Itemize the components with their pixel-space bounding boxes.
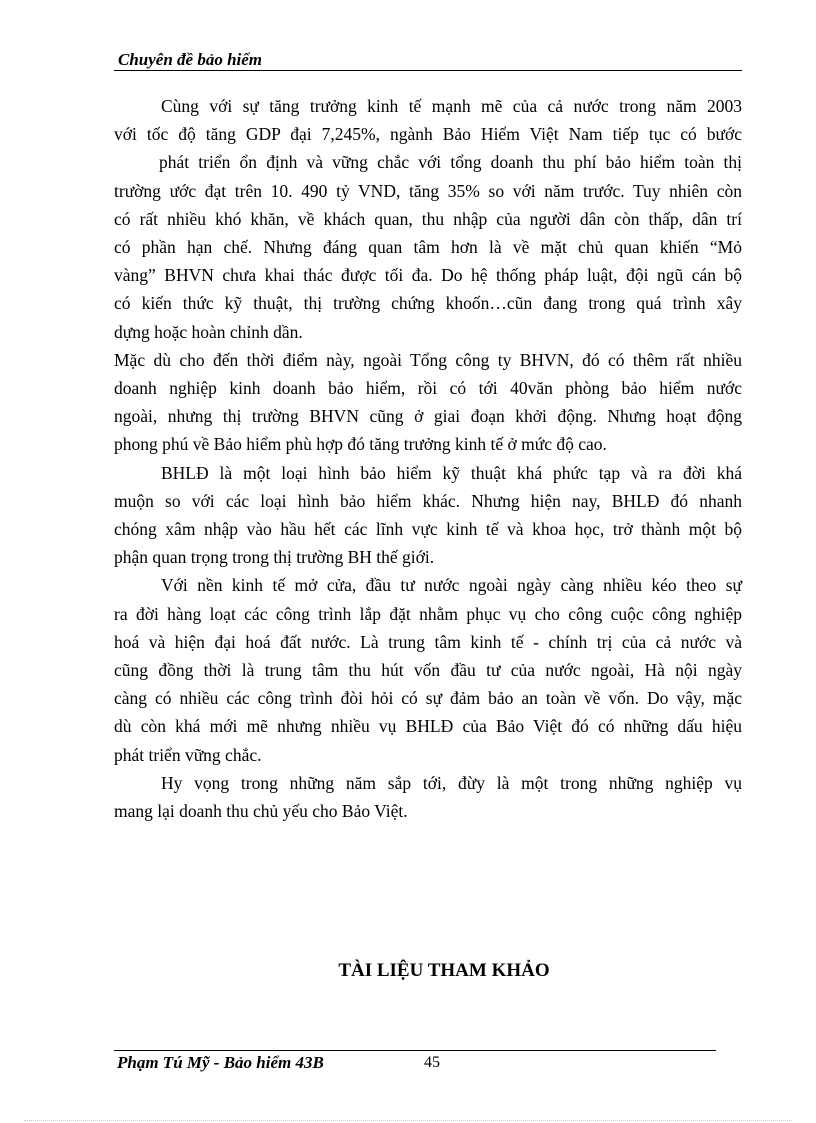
text-line: doanh nghiệp kinh doanh bảo hiểm, rồi có tới 40văn phòng bảo hiểm nước <box>114 378 742 399</box>
text-line: mang lại doanh thu chủ yếu cho Bảo Việt. <box>114 801 408 822</box>
text-line: có kiến thức kỹ thuật, thị trường chứng khoốn…cũn đang trong quá trình xây <box>114 293 742 314</box>
footer-author: Phạm Tú Mỹ - Bảo hiểm 43B <box>117 1053 324 1072</box>
text-line: Hy vọng trong những năm sắp tới, đừy là một trong những nghiệp vụ <box>161 772 742 793</box>
text-line: ngoài, nhưng thị trường BHVN cũng ở giai đoạn khởi động. Nhưng hoạt động <box>114 406 742 427</box>
text-line: phong phú về Bảo hiểm phù hợp đó tăng trưởng kinh tế ở mức độ cao. <box>114 434 607 455</box>
paragraph <box>114 571 742 768</box>
text-line: có rất nhiều khó khăn, về khách quan, thu nhập của người dân còn thấp, dân trí <box>114 208 742 229</box>
text-line: dù còn khá mới mẽ nhưng nhiều vụ BHLĐ của Bảo Việt đó có những dấu hiệu <box>114 716 742 737</box>
text-line: phát triển ổn định và vững chắc với tổng doanh thu phí bảo hiểm toàn thị <box>159 152 742 173</box>
text-line: Cùng với sự tăng trưởng kinh tế mạnh mẽ của cả nước trong năm 2003 <box>161 96 742 116</box>
text-line: càng có nhiều các công trình đòi hỏi có sự đảm bảo an toàn về vốn. Do vậy, mặc <box>114 688 742 709</box>
page-number: 45 <box>424 1054 440 1071</box>
paragraph <box>114 769 742 825</box>
text-line: Với nền kinh tế mở cửa, đầu tư nước ngoài ngày càng nhiều kéo theo sự <box>161 575 742 596</box>
page-header <box>114 50 742 71</box>
header-title: Chuyên đề bảo hiểm <box>118 50 263 69</box>
text-line: hoá và hiện đại hoá đất nước. Là trung tâm kinh tế - chính trị của cả nước và <box>114 631 742 652</box>
section-title-text: TÀI LIỆU THAM KHẢO <box>338 960 550 981</box>
text-line: vàng” BHVN chưa khai thác được tối đa. Do hệ thống pháp luật, đội ngũ cán bộ <box>114 265 742 286</box>
page-edge <box>24 1120 792 1121</box>
text-line: phận quan trọng trong thị trường BH thế giới. <box>114 547 435 568</box>
paragraph <box>114 92 742 346</box>
text-line: có phần hạn chế. Nhưng đáng quan tâm hơn là về mặt chủ quan khiến “Mỏ <box>114 237 742 258</box>
text-line: với tốc độ tăng GDP đại 7,245%, ngành Bảo Hiểm Việt Nam tiếp tục có bước <box>114 124 742 145</box>
text-line: BHLĐ là một loại hình bảo hiểm kỹ thuật khá phức tạp và ra đời khá <box>161 462 742 483</box>
paragraph <box>114 459 742 572</box>
document-body <box>114 92 742 825</box>
text-line: phát triển vững chắc. <box>114 744 262 765</box>
text-line: Mặc dù cho đến thời điểm này, ngoài Tổng công ty BHVN, đó có thêm rất nhiều <box>114 349 742 370</box>
text-line: dựng hoặc hoàn chỉnh dần. <box>114 321 303 342</box>
paragraph <box>114 346 742 459</box>
text-line: chóng xâm nhập vào hầu hết các lĩnh vực kinh tế và khoa học, trở thành một bộ <box>114 519 742 540</box>
section-title <box>0 960 816 982</box>
text-line: trường ước đạt trên 10. 490 tỷ VND, tăng 35% so với năm trước. Tuy nhiên còn <box>114 180 742 201</box>
text-line: cũng đồng thời là trung tâm thu hút vốn đầu tư của nước ngoài, Hà nội ngày <box>114 660 742 681</box>
footer-divider <box>114 1050 716 1051</box>
text-line: muộn so với các loại hình bảo hiểm khác. Nhưng hiện nay, BHLĐ đó nhanh <box>114 490 742 511</box>
text-line: ra đời hàng loạt các công trình lắp đặt nhằm phục vụ cho công cuộc công nghiệp <box>114 603 742 624</box>
